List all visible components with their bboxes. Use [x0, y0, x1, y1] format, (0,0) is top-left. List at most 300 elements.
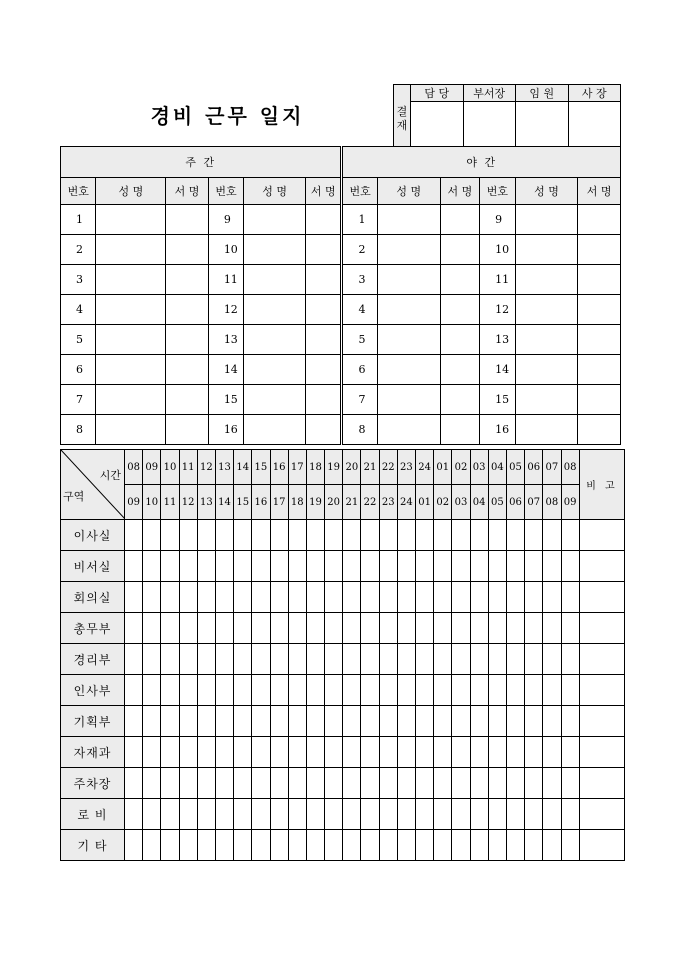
hour-check-cell[interactable] [561, 582, 579, 613]
hour-check-cell[interactable] [125, 737, 143, 768]
hour-check-cell[interactable] [506, 675, 524, 706]
hour-check-cell[interactable] [470, 582, 488, 613]
approval-sign-manager[interactable] [411, 102, 464, 153]
hour-check-cell[interactable] [125, 551, 143, 582]
hour-check-cell[interactable] [361, 551, 379, 582]
hour-check-cell[interactable] [234, 520, 252, 551]
hour-check-cell[interactable] [143, 830, 161, 861]
hour-check-cell[interactable] [125, 675, 143, 706]
staff-name-cell[interactable] [515, 325, 578, 355]
hour-check-cell[interactable] [452, 520, 470, 551]
hour-check-cell[interactable] [525, 830, 543, 861]
hour-check-cell[interactable] [125, 830, 143, 861]
hour-check-cell[interactable] [252, 799, 270, 830]
hour-check-cell[interactable] [361, 799, 379, 830]
staff-sign-cell[interactable] [578, 235, 621, 265]
hour-check-cell[interactable] [452, 799, 470, 830]
hour-check-cell[interactable] [215, 830, 233, 861]
hour-check-cell[interactable] [561, 768, 579, 799]
hour-check-cell[interactable] [125, 799, 143, 830]
hour-check-cell[interactable] [506, 830, 524, 861]
hour-check-cell[interactable] [179, 799, 197, 830]
hour-check-cell[interactable] [161, 830, 179, 861]
staff-sign-cell[interactable] [578, 355, 621, 385]
hour-check-cell[interactable] [215, 613, 233, 644]
hour-check-cell[interactable] [197, 644, 215, 675]
hour-check-cell[interactable] [434, 737, 452, 768]
staff-name-cell[interactable] [377, 205, 440, 235]
staff-name-cell[interactable] [96, 265, 166, 295]
staff-name-cell[interactable] [244, 265, 306, 295]
hour-check-cell[interactable] [416, 551, 434, 582]
hour-check-cell[interactable] [416, 675, 434, 706]
staff-name-cell[interactable] [96, 355, 166, 385]
staff-name-cell[interactable] [377, 415, 440, 445]
hour-check-cell[interactable] [525, 768, 543, 799]
hour-check-cell[interactable] [161, 799, 179, 830]
staff-sign-cell[interactable] [440, 205, 479, 235]
staff-name-cell[interactable] [244, 385, 306, 415]
staff-sign-cell[interactable] [306, 235, 342, 265]
hour-check-cell[interactable] [252, 551, 270, 582]
hour-check-cell[interactable] [361, 613, 379, 644]
hour-check-cell[interactable] [343, 551, 361, 582]
hour-check-cell[interactable] [379, 675, 397, 706]
hour-check-cell[interactable] [506, 706, 524, 737]
hour-check-cell[interactable] [161, 706, 179, 737]
hour-check-cell[interactable] [325, 520, 343, 551]
hour-check-cell[interactable] [179, 520, 197, 551]
hour-check-cell[interactable] [543, 737, 561, 768]
hour-check-cell[interactable] [561, 520, 579, 551]
hour-check-cell[interactable] [525, 613, 543, 644]
hour-check-cell[interactable] [215, 706, 233, 737]
hour-check-cell[interactable] [143, 706, 161, 737]
hour-check-cell[interactable] [161, 737, 179, 768]
hour-check-cell[interactable] [361, 582, 379, 613]
hour-check-cell[interactable] [470, 675, 488, 706]
hour-check-cell[interactable] [325, 675, 343, 706]
hour-check-cell[interactable] [397, 768, 415, 799]
hour-check-cell[interactable] [306, 644, 324, 675]
hour-check-cell[interactable] [215, 520, 233, 551]
hour-check-cell[interactable] [434, 644, 452, 675]
hour-check-cell[interactable] [506, 644, 524, 675]
hour-check-cell[interactable] [306, 737, 324, 768]
hour-check-cell[interactable] [506, 520, 524, 551]
hour-check-cell[interactable] [197, 706, 215, 737]
staff-sign-cell[interactable] [440, 415, 479, 445]
hour-check-cell[interactable] [361, 830, 379, 861]
hour-check-cell[interactable] [215, 768, 233, 799]
staff-name-cell[interactable] [377, 265, 440, 295]
staff-name-cell[interactable] [515, 355, 578, 385]
hour-check-cell[interactable] [343, 520, 361, 551]
hour-check-cell[interactable] [379, 551, 397, 582]
hour-check-cell[interactable] [525, 582, 543, 613]
hour-check-cell[interactable] [161, 644, 179, 675]
hour-check-cell[interactable] [306, 520, 324, 551]
hour-check-cell[interactable] [543, 799, 561, 830]
staff-name-cell[interactable] [96, 415, 166, 445]
hour-check-cell[interactable] [434, 706, 452, 737]
remarks-cell[interactable] [579, 613, 625, 644]
hour-check-cell[interactable] [506, 613, 524, 644]
staff-name-cell[interactable] [377, 235, 440, 265]
hour-check-cell[interactable] [488, 737, 506, 768]
hour-check-cell[interactable] [197, 675, 215, 706]
hour-check-cell[interactable] [179, 582, 197, 613]
approval-sign-president[interactable] [568, 102, 621, 153]
hour-check-cell[interactable] [561, 737, 579, 768]
hour-check-cell[interactable] [179, 551, 197, 582]
hour-check-cell[interactable] [125, 768, 143, 799]
hour-check-cell[interactable] [197, 768, 215, 799]
hour-check-cell[interactable] [470, 644, 488, 675]
hour-check-cell[interactable] [379, 768, 397, 799]
hour-check-cell[interactable] [561, 706, 579, 737]
staff-name-cell[interactable] [515, 385, 578, 415]
hour-check-cell[interactable] [452, 768, 470, 799]
hour-check-cell[interactable] [161, 582, 179, 613]
hour-check-cell[interactable] [416, 799, 434, 830]
hour-check-cell[interactable] [252, 768, 270, 799]
hour-check-cell[interactable] [543, 768, 561, 799]
hour-check-cell[interactable] [379, 644, 397, 675]
hour-check-cell[interactable] [125, 520, 143, 551]
hour-check-cell[interactable] [543, 520, 561, 551]
hour-check-cell[interactable] [506, 799, 524, 830]
hour-check-cell[interactable] [434, 551, 452, 582]
hour-check-cell[interactable] [416, 644, 434, 675]
hour-check-cell[interactable] [197, 582, 215, 613]
hour-check-cell[interactable] [325, 768, 343, 799]
hour-check-cell[interactable] [361, 768, 379, 799]
hour-check-cell[interactable] [252, 520, 270, 551]
hour-check-cell[interactable] [506, 768, 524, 799]
hour-check-cell[interactable] [252, 613, 270, 644]
hour-check-cell[interactable] [252, 706, 270, 737]
staff-sign-cell[interactable] [306, 325, 342, 355]
hour-check-cell[interactable] [143, 582, 161, 613]
hour-check-cell[interactable] [361, 675, 379, 706]
hour-check-cell[interactable] [470, 830, 488, 861]
hour-check-cell[interactable] [270, 830, 288, 861]
hour-check-cell[interactable] [161, 551, 179, 582]
hour-check-cell[interactable] [488, 706, 506, 737]
hour-check-cell[interactable] [434, 768, 452, 799]
hour-check-cell[interactable] [325, 737, 343, 768]
hour-check-cell[interactable] [288, 675, 306, 706]
hour-check-cell[interactable] [234, 644, 252, 675]
hour-check-cell[interactable] [270, 613, 288, 644]
remarks-cell[interactable] [579, 582, 625, 613]
remarks-cell[interactable] [579, 551, 625, 582]
hour-check-cell[interactable] [397, 799, 415, 830]
staff-sign-cell[interactable] [440, 265, 479, 295]
hour-check-cell[interactable] [125, 644, 143, 675]
staff-name-cell[interactable] [515, 205, 578, 235]
staff-name-cell[interactable] [96, 385, 166, 415]
staff-sign-cell[interactable] [166, 385, 209, 415]
hour-check-cell[interactable] [306, 551, 324, 582]
remarks-cell[interactable] [579, 644, 625, 675]
hour-check-cell[interactable] [488, 830, 506, 861]
hour-check-cell[interactable] [470, 706, 488, 737]
hour-check-cell[interactable] [143, 768, 161, 799]
hour-check-cell[interactable] [197, 520, 215, 551]
hour-check-cell[interactable] [306, 768, 324, 799]
staff-sign-cell[interactable] [166, 325, 209, 355]
hour-check-cell[interactable] [416, 613, 434, 644]
approval-sign-executive[interactable] [516, 102, 569, 153]
hour-check-cell[interactable] [234, 706, 252, 737]
hour-check-cell[interactable] [488, 768, 506, 799]
hour-check-cell[interactable] [343, 799, 361, 830]
staff-name-cell[interactable] [515, 235, 578, 265]
hour-check-cell[interactable] [288, 520, 306, 551]
hour-check-cell[interactable] [197, 799, 215, 830]
staff-sign-cell[interactable] [306, 205, 342, 235]
hour-check-cell[interactable] [234, 551, 252, 582]
hour-check-cell[interactable] [270, 768, 288, 799]
hour-check-cell[interactable] [397, 675, 415, 706]
hour-check-cell[interactable] [434, 520, 452, 551]
hour-check-cell[interactable] [125, 582, 143, 613]
hour-check-cell[interactable] [561, 830, 579, 861]
staff-sign-cell[interactable] [166, 265, 209, 295]
staff-sign-cell[interactable] [440, 355, 479, 385]
hour-check-cell[interactable] [434, 675, 452, 706]
hour-check-cell[interactable] [543, 706, 561, 737]
staff-name-cell[interactable] [515, 265, 578, 295]
remarks-cell[interactable] [579, 520, 625, 551]
hour-check-cell[interactable] [306, 706, 324, 737]
hour-check-cell[interactable] [488, 644, 506, 675]
hour-check-cell[interactable] [252, 830, 270, 861]
staff-name-cell[interactable] [244, 325, 306, 355]
hour-check-cell[interactable] [525, 706, 543, 737]
staff-sign-cell[interactable] [166, 415, 209, 445]
staff-sign-cell[interactable] [306, 355, 342, 385]
staff-sign-cell[interactable] [166, 355, 209, 385]
hour-check-cell[interactable] [179, 706, 197, 737]
staff-sign-cell[interactable] [578, 205, 621, 235]
hour-check-cell[interactable] [397, 582, 415, 613]
staff-name-cell[interactable] [377, 295, 440, 325]
hour-check-cell[interactable] [452, 675, 470, 706]
hour-check-cell[interactable] [397, 551, 415, 582]
hour-check-cell[interactable] [525, 551, 543, 582]
remarks-cell[interactable] [579, 799, 625, 830]
hour-check-cell[interactable] [488, 675, 506, 706]
hour-check-cell[interactable] [561, 675, 579, 706]
hour-check-cell[interactable] [452, 737, 470, 768]
staff-name-cell[interactable] [515, 295, 578, 325]
hour-check-cell[interactable] [143, 644, 161, 675]
approval-sign-dept-head[interactable] [463, 102, 516, 153]
staff-name-cell[interactable] [96, 235, 166, 265]
staff-name-cell[interactable] [244, 295, 306, 325]
hour-check-cell[interactable] [270, 737, 288, 768]
hour-check-cell[interactable] [343, 644, 361, 675]
hour-check-cell[interactable] [343, 830, 361, 861]
hour-check-cell[interactable] [197, 830, 215, 861]
hour-check-cell[interactable] [416, 520, 434, 551]
hour-check-cell[interactable] [434, 613, 452, 644]
hour-check-cell[interactable] [197, 551, 215, 582]
hour-check-cell[interactable] [397, 737, 415, 768]
hour-check-cell[interactable] [325, 830, 343, 861]
hour-check-cell[interactable] [452, 706, 470, 737]
hour-check-cell[interactable] [215, 582, 233, 613]
staff-sign-cell[interactable] [306, 295, 342, 325]
hour-check-cell[interactable] [270, 644, 288, 675]
hour-check-cell[interactable] [325, 706, 343, 737]
staff-name-cell[interactable] [377, 355, 440, 385]
staff-sign-cell[interactable] [166, 205, 209, 235]
hour-check-cell[interactable] [525, 737, 543, 768]
hour-check-cell[interactable] [470, 613, 488, 644]
hour-check-cell[interactable] [343, 613, 361, 644]
hour-check-cell[interactable] [234, 768, 252, 799]
staff-name-cell[interactable] [244, 205, 306, 235]
staff-name-cell[interactable] [244, 355, 306, 385]
staff-sign-cell[interactable] [440, 385, 479, 415]
hour-check-cell[interactable] [452, 551, 470, 582]
staff-sign-cell[interactable] [306, 385, 342, 415]
hour-check-cell[interactable] [234, 737, 252, 768]
staff-name-cell[interactable] [96, 295, 166, 325]
hour-check-cell[interactable] [306, 799, 324, 830]
hour-check-cell[interactable] [434, 582, 452, 613]
hour-check-cell[interactable] [215, 644, 233, 675]
remarks-cell[interactable] [579, 768, 625, 799]
hour-check-cell[interactable] [161, 675, 179, 706]
hour-check-cell[interactable] [416, 768, 434, 799]
hour-check-cell[interactable] [416, 737, 434, 768]
hour-check-cell[interactable] [416, 582, 434, 613]
hour-check-cell[interactable] [561, 551, 579, 582]
remarks-cell[interactable] [579, 737, 625, 768]
hour-check-cell[interactable] [306, 613, 324, 644]
hour-check-cell[interactable] [270, 706, 288, 737]
hour-check-cell[interactable] [306, 830, 324, 861]
hour-check-cell[interactable] [488, 520, 506, 551]
hour-check-cell[interactable] [488, 613, 506, 644]
staff-name-cell[interactable] [244, 415, 306, 445]
hour-check-cell[interactable] [397, 644, 415, 675]
hour-check-cell[interactable] [143, 737, 161, 768]
hour-check-cell[interactable] [215, 799, 233, 830]
hour-check-cell[interactable] [470, 737, 488, 768]
hour-check-cell[interactable] [397, 613, 415, 644]
hour-check-cell[interactable] [179, 737, 197, 768]
hour-check-cell[interactable] [543, 551, 561, 582]
hour-check-cell[interactable] [288, 551, 306, 582]
hour-check-cell[interactable] [215, 737, 233, 768]
hour-check-cell[interactable] [288, 582, 306, 613]
hour-check-cell[interactable] [270, 799, 288, 830]
hour-check-cell[interactable] [543, 644, 561, 675]
hour-check-cell[interactable] [416, 706, 434, 737]
hour-check-cell[interactable] [161, 768, 179, 799]
hour-check-cell[interactable] [325, 551, 343, 582]
hour-check-cell[interactable] [325, 613, 343, 644]
staff-sign-cell[interactable] [578, 325, 621, 355]
hour-check-cell[interactable] [561, 644, 579, 675]
hour-check-cell[interactable] [379, 830, 397, 861]
hour-check-cell[interactable] [143, 799, 161, 830]
hour-check-cell[interactable] [561, 613, 579, 644]
hour-check-cell[interactable] [288, 644, 306, 675]
hour-check-cell[interactable] [561, 799, 579, 830]
hour-check-cell[interactable] [470, 799, 488, 830]
hour-check-cell[interactable] [543, 675, 561, 706]
hour-check-cell[interactable] [252, 675, 270, 706]
hour-check-cell[interactable] [252, 644, 270, 675]
hour-check-cell[interactable] [416, 830, 434, 861]
hour-check-cell[interactable] [397, 830, 415, 861]
hour-check-cell[interactable] [179, 675, 197, 706]
hour-check-cell[interactable] [543, 830, 561, 861]
hour-check-cell[interactable] [179, 644, 197, 675]
remarks-cell[interactable] [579, 830, 625, 861]
hour-check-cell[interactable] [288, 706, 306, 737]
hour-check-cell[interactable] [525, 675, 543, 706]
hour-check-cell[interactable] [506, 582, 524, 613]
hour-check-cell[interactable] [470, 520, 488, 551]
hour-check-cell[interactable] [270, 582, 288, 613]
hour-check-cell[interactable] [252, 582, 270, 613]
hour-check-cell[interactable] [234, 675, 252, 706]
staff-sign-cell[interactable] [166, 235, 209, 265]
hour-check-cell[interactable] [379, 582, 397, 613]
staff-sign-cell[interactable] [578, 295, 621, 325]
hour-check-cell[interactable] [543, 613, 561, 644]
hour-check-cell[interactable] [397, 520, 415, 551]
hour-check-cell[interactable] [197, 613, 215, 644]
hour-check-cell[interactable] [452, 830, 470, 861]
hour-check-cell[interactable] [379, 520, 397, 551]
hour-check-cell[interactable] [506, 737, 524, 768]
hour-check-cell[interactable] [234, 799, 252, 830]
hour-check-cell[interactable] [215, 675, 233, 706]
hour-check-cell[interactable] [488, 799, 506, 830]
hour-check-cell[interactable] [270, 675, 288, 706]
hour-check-cell[interactable] [234, 613, 252, 644]
hour-check-cell[interactable] [343, 675, 361, 706]
hour-check-cell[interactable] [506, 551, 524, 582]
hour-check-cell[interactable] [525, 520, 543, 551]
hour-check-cell[interactable] [470, 551, 488, 582]
hour-check-cell[interactable] [161, 520, 179, 551]
staff-name-cell[interactable] [377, 385, 440, 415]
hour-check-cell[interactable] [143, 551, 161, 582]
hour-check-cell[interactable] [288, 830, 306, 861]
hour-check-cell[interactable] [434, 830, 452, 861]
staff-sign-cell[interactable] [440, 295, 479, 325]
hour-check-cell[interactable] [288, 613, 306, 644]
hour-check-cell[interactable] [270, 520, 288, 551]
hour-check-cell[interactable] [434, 799, 452, 830]
hour-check-cell[interactable] [215, 551, 233, 582]
staff-sign-cell[interactable] [578, 385, 621, 415]
hour-check-cell[interactable] [525, 799, 543, 830]
staff-sign-cell[interactable] [440, 235, 479, 265]
hour-check-cell[interactable] [143, 613, 161, 644]
hour-check-cell[interactable] [306, 675, 324, 706]
